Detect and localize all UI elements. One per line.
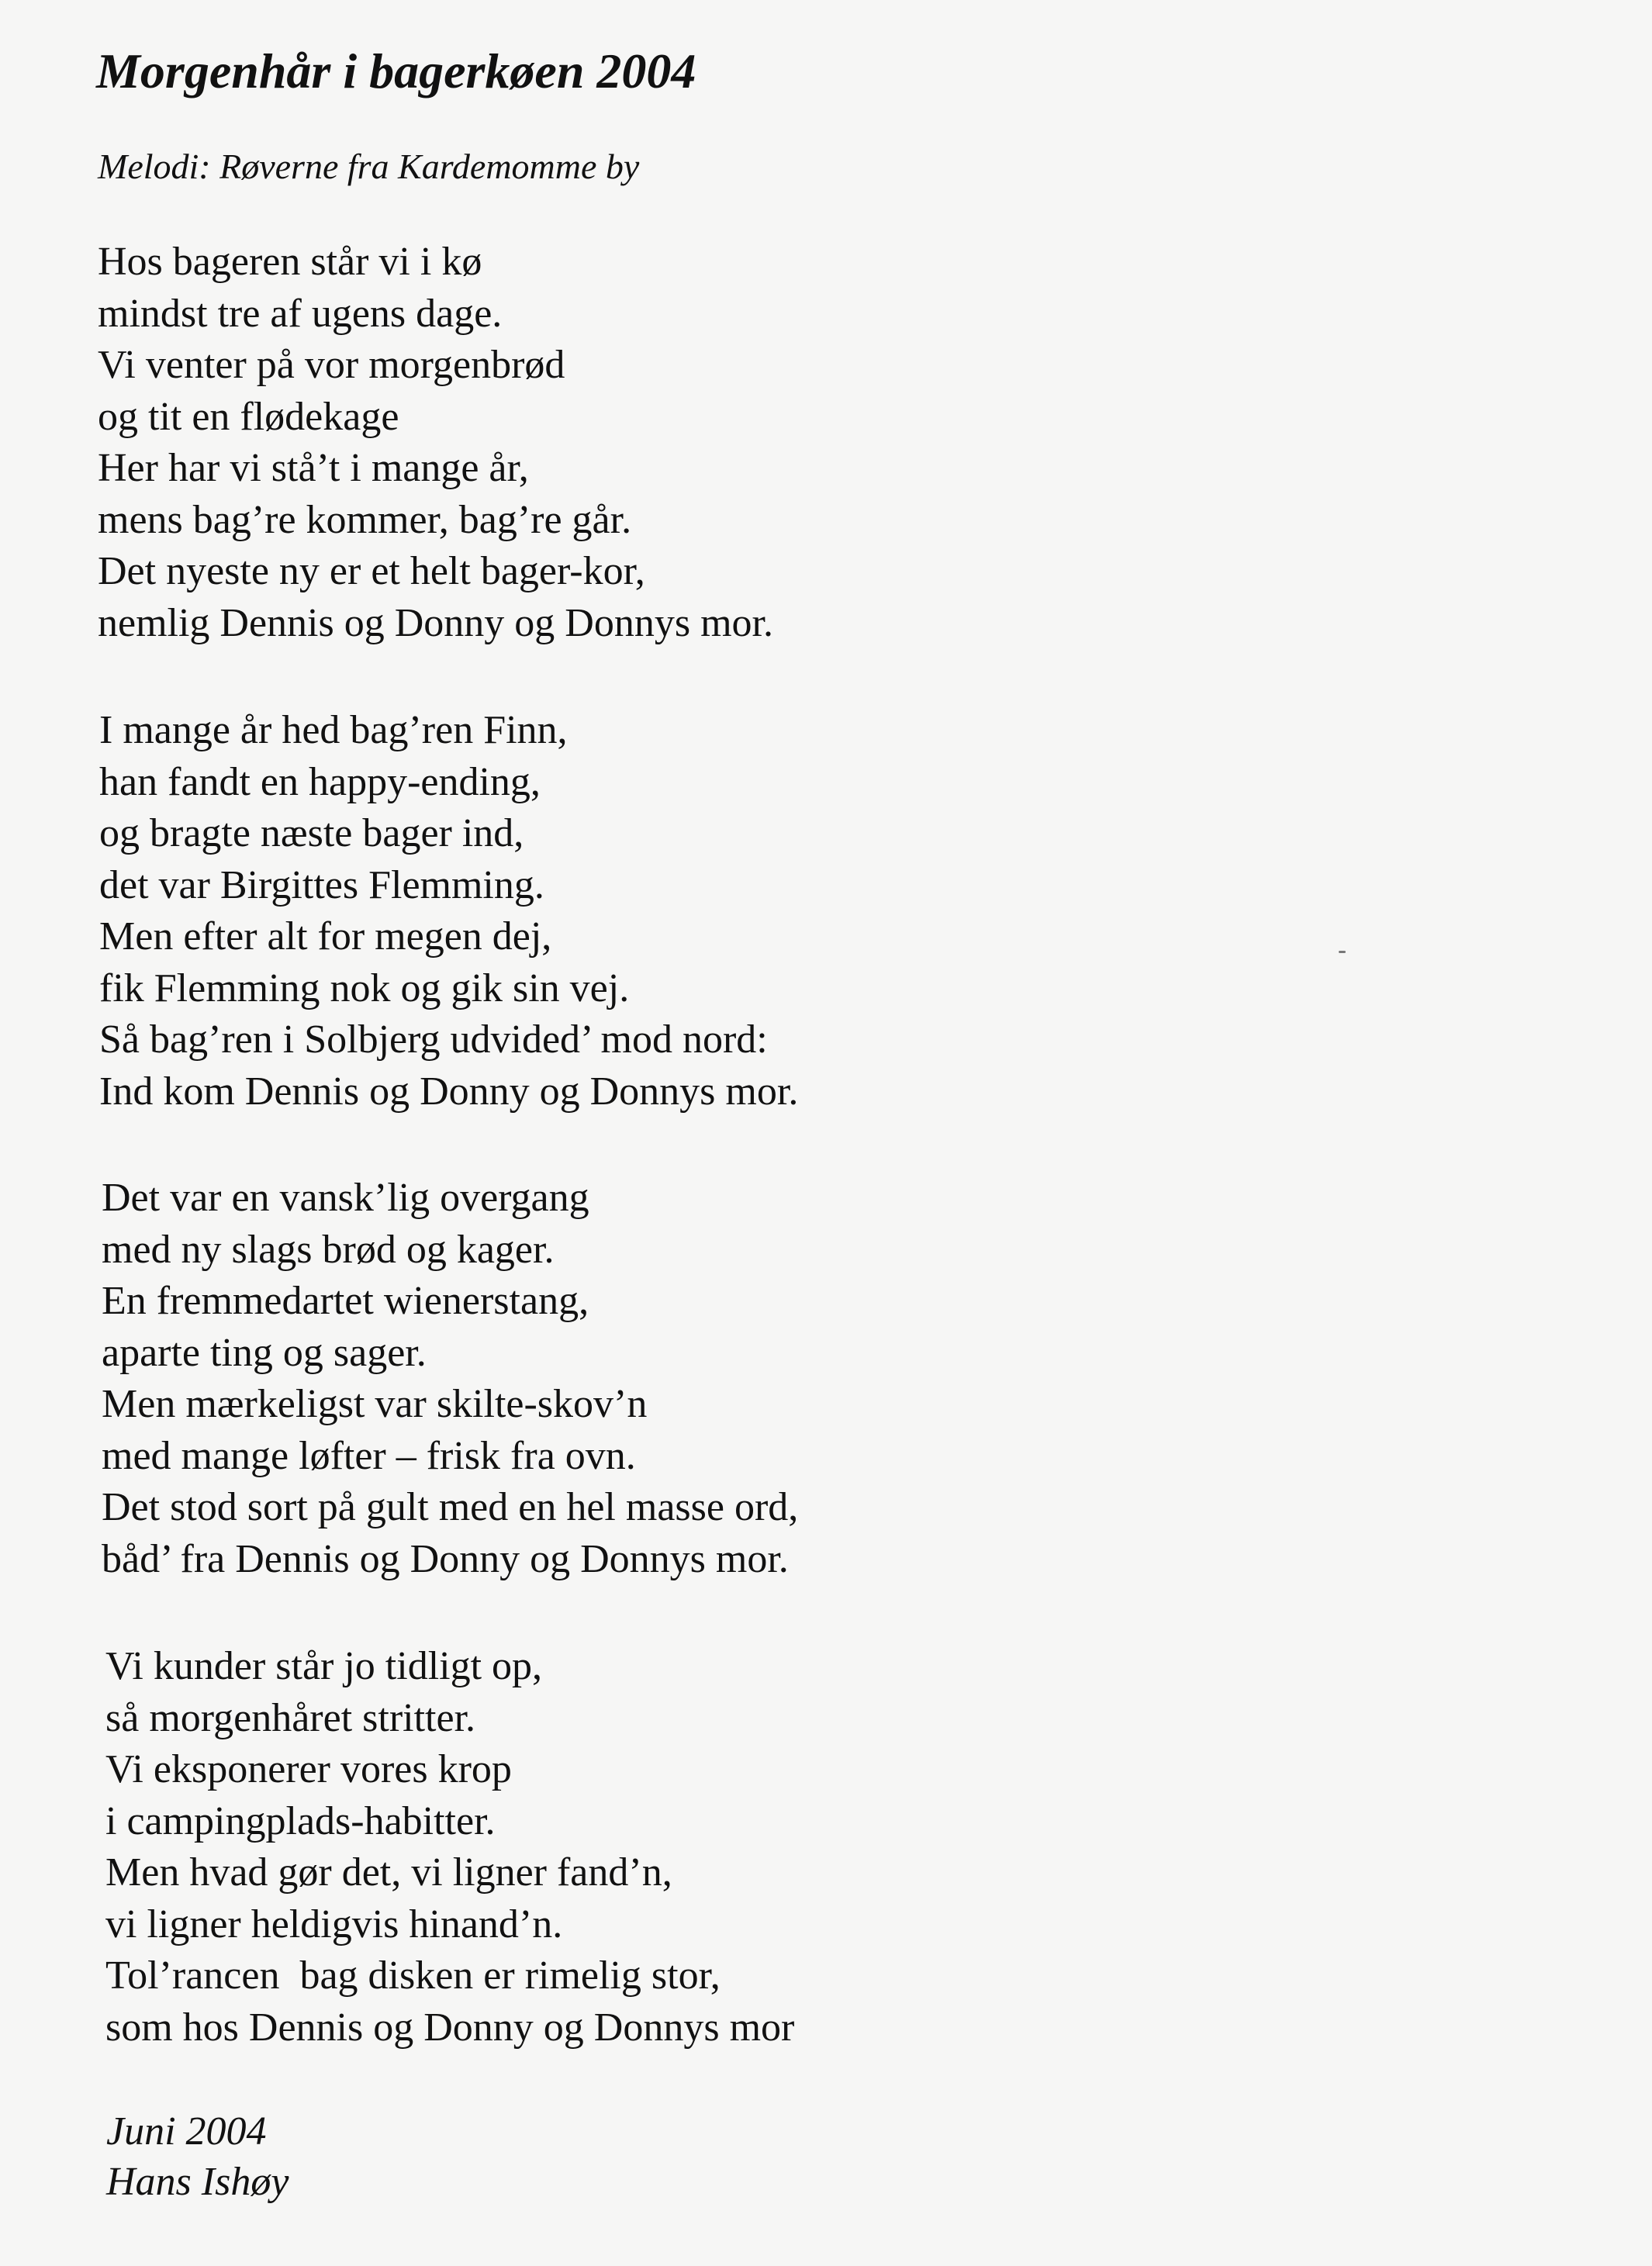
stanza-2 [99,705,798,1117]
verse-line: nemlig Dennis og Donny og Donnys mor. [98,600,773,645]
verse-line: Det var en vansk’lig overgang [102,1176,589,1220]
verse-line: som hos Dennis og Donny og Donnys mor [105,2005,795,2050]
poem-title: Morgenhår i bagerkøen 2004 [96,43,696,98]
verse-line: mindst tre af ugens dage. [98,291,503,336]
verse-line: Så bag’ren i Solbjerg udvided’ mod nord: [99,1017,768,1062]
verse-line: Hos bageren står vi i kø [98,240,482,284]
stanza-1 [98,237,773,649]
verse-line: med ny slags brød og kager. [102,1227,555,1272]
verse-line: I mange år hed bag’ren Finn, [99,708,568,752]
verse-line: med mange løfter – frisk fra ovn. [102,1433,636,1478]
melody-note: Melodi: Røverne fra Kardemomme by [98,147,640,186]
verse-line: det var Birgittes Flemming. [99,862,544,907]
signoff [106,2106,289,2207]
stanza-3 [102,1173,798,1585]
verse-line: han fandt en happy-ending, [99,759,541,804]
stanza-4 [105,1641,794,2054]
verse-line: båd’ fra Dennis og Donny og Donnys mor. [102,1536,789,1581]
verse-line: Men mærkeligst var skilte-skov’n [102,1382,648,1426]
verse-line: mens bag’re kommer, bag’re går. [98,497,632,542]
verse-line: Vi venter på vor morgenbrød [98,343,565,387]
verse-line: Men hvad gør det, vi ligner fand’n, [105,1850,672,1895]
verse-line: Det nyeste ny er et helt bager-kor, [98,549,645,593]
verse-line: Vi kunder står jo tidligt op, [105,1644,543,1688]
verse-line: i campingplads-habitter. [105,1798,496,1843]
verse-line: og bragte næste bager ind, [99,811,524,855]
verse-line: En fremmedartet wienerstang, [102,1279,589,1323]
verse-line: og tit en flødekage [98,394,399,439]
verse-line: så morgenhåret stritter. [105,1695,476,1740]
verse-line: vi ligner heldigvis hinand’n. [105,1902,563,1946]
verse-line: Men efter alt for megen dej, [99,914,552,959]
scan-speck [1339,951,1346,953]
verse-line: Ind kom Dennis og Donny og Donnys mor. [99,1069,799,1114]
verse-line: Tol’rancen bag disken er rimelig stor, [105,1953,721,1998]
verse-line: fik Flemming nok og gik sin vej. [99,965,630,1010]
signoff-date: Juni 2004 [106,2109,267,2154]
verse-line: Vi eksponerer vores krop [105,1747,512,1791]
verse-line: aparte ting og sager. [102,1330,427,1375]
signoff-author: Hans Ishøy [106,2160,289,2204]
verse-line: Her har vi stå’t i mange år, [98,446,529,490]
verse-line: Det stod sort på gult med en hel masse ord, [102,1485,799,1529]
